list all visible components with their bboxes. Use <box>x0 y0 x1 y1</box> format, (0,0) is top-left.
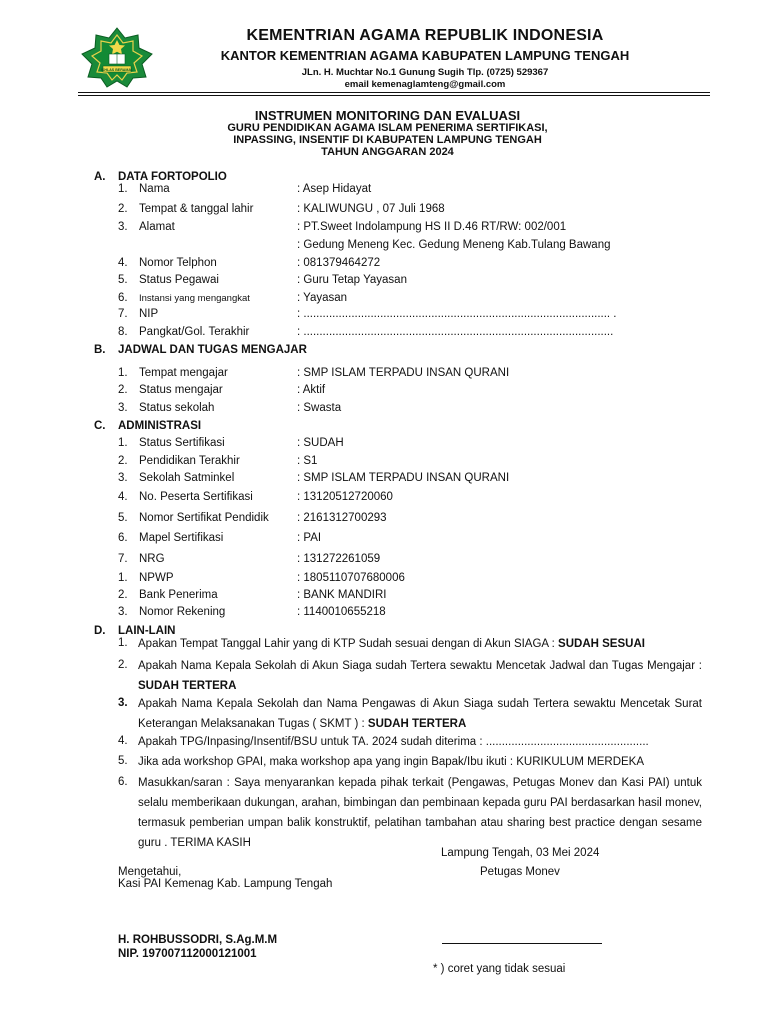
row-num: 1. <box>118 183 128 195</box>
row-num: 1. <box>118 437 128 449</box>
row-value: : S1 <box>297 455 318 467</box>
row-num: 3. <box>118 606 128 618</box>
row-label: NPWP <box>139 572 174 584</box>
question-text: Apakah Nama Kepala Sekolah dan Nama Pengawas di Akun Siaga sudah Tertera sewaktu Mencetak Surat Keterangan Melaksanakan Tugas ( SKMT ) : <box>138 698 702 730</box>
row-num: 3. <box>118 221 128 233</box>
question-text: Apakan Tempat Tanggal Lahir yang di KTP Sudah sesuai dengan di Akun SIAGA : <box>138 638 559 650</box>
row-value: : Aktif <box>297 384 326 396</box>
row-value: : Gedung Meneng Kec. Gedung Meneng Kab.Tulang Bawang <box>297 239 611 251</box>
row-value: : SUDAH <box>297 437 344 449</box>
question-text: Apakah Nama Kepala Sekolah di Akun Siaga sudah Tertera sewaktu Mencetak Jadwal dan Tugas Mengajar : <box>138 660 702 672</box>
row-value: : Guru Tetap Yayasan <box>297 274 407 286</box>
row-num: 7. <box>118 553 128 565</box>
question-answer: SUDAH TERTERA <box>138 680 237 692</box>
mengetahui-label: Mengetahui, <box>118 866 182 878</box>
row-value: : ................................................................................................ . <box>297 308 617 320</box>
item-num: 2. <box>118 659 128 671</box>
question-1 <box>138 634 702 654</box>
section-a-letter: A. <box>94 171 106 183</box>
item-num: 1. <box>118 637 128 649</box>
row-value: : Asep Hidayat <box>297 183 372 195</box>
question-text: Apakah TPG/Inpasing/Insentif/BSU untuk TA. 2024 sudah diterima : ................................................... <box>138 736 649 748</box>
row-label: Nomor Telphon <box>139 257 217 269</box>
doc-subtitle-3: TAHUN ANGGARAN 2024 <box>321 146 454 158</box>
row-label: Pendidikan Terakhir <box>139 455 240 467</box>
row-num: 3. <box>118 472 128 484</box>
row-value: : 1805110707680006 <box>297 572 405 584</box>
section-b-letter: B. <box>94 344 106 356</box>
header-divider-thin <box>78 95 710 96</box>
section-d-letter: D. <box>94 625 106 637</box>
row-value: : KALIWUNGU , 07 Juli 1968 <box>297 203 445 215</box>
row-num: 6. <box>118 532 128 544</box>
row-label: Mapel Sertifikasi <box>139 532 224 544</box>
row-label: No. Peserta Sertifikasi <box>139 491 253 503</box>
row-label: Instansi yang mengangkat <box>139 293 250 304</box>
kasi-title: Kasi PAI Kemenag Kab. Lampung Tengah <box>118 878 333 890</box>
row-num: 4. <box>118 491 128 503</box>
item-num: 4. <box>118 735 128 747</box>
row-num: 3. <box>118 402 128 414</box>
item-num: 3. <box>118 697 128 709</box>
section-c-letter: C. <box>94 420 106 432</box>
row-label: Nomor Rekening <box>139 606 226 618</box>
row-label: Alamat <box>139 221 175 233</box>
row-label: Status Sertifikasi <box>139 437 225 449</box>
row-label: Nomor Sertifikat Pendidik <box>139 512 269 524</box>
header-email: email kemenaglamteng@gmail.com <box>344 79 506 90</box>
row-label: Status sekolah <box>139 402 215 414</box>
row-label: Bank Penerima <box>139 589 218 601</box>
row-value: : SMP ISLAM TERPADU INSAN QURANI <box>297 367 510 379</box>
header-office: KANTOR KEMENTRIAN AGAMA KABUPATEN LAMPUNG TENGAH <box>220 48 630 63</box>
row-value: : PT.Sweet Indolampung HS II D.46 RT/RW: 002/001 <box>297 221 567 233</box>
row-num: 5. <box>118 274 128 286</box>
question-text: Masukkan/saran : Saya menyarankan kepada pihak terkait (Pengawas, Petugas Monev dan Kasi PAI) untuk selalu memberikaan dukungan, arahan, bimbingan dan pembinaan kepada guru PAI berdasarkan hasil monev, termasuk pemberian umpan balik konstruktif, pelatihan tambahan atau sharing best practice dengan sesame guru . TERIMA KASIH <box>138 777 702 849</box>
section-a-title: DATA FORTOPOLIO <box>118 171 227 183</box>
row-value: : PAI <box>297 532 322 544</box>
question-5 <box>138 752 702 772</box>
section-b-title: JADWAL DAN TUGAS MENGAJAR <box>118 344 307 356</box>
row-num: 1. <box>118 572 128 584</box>
signatory-name: H. ROHBUSSODRI, S.Ag.M.M <box>118 934 278 946</box>
doc-subtitle-2: INPASSING, INSENTIF DI KABUPATEN LAMPUNG TENGAH <box>233 134 542 146</box>
row-label: NIP <box>139 308 159 320</box>
question-answer: SUDAH SESUAI <box>558 638 645 650</box>
signatory-nip: NIP. 197007112000121001 <box>118 948 257 960</box>
header-ministry: KEMENTRIAN AGAMA REPUBLIK INDONESIA <box>246 27 604 44</box>
row-label: Nama <box>139 183 170 195</box>
question-3 <box>138 694 702 734</box>
question-answer: SUDAH TERTERA <box>367 718 467 730</box>
row-label: Tempat mengajar <box>139 367 228 379</box>
doc-title: INSTRUMEN MONITORING DAN EVALUASI <box>254 108 521 123</box>
row-label: Tempat & tanggal lahir <box>139 203 254 215</box>
logo-text: IKHLAS BERAMAL <box>100 67 134 72</box>
row-label: Status mengajar <box>139 384 223 396</box>
row-label: NRG <box>139 553 165 565</box>
question-text: Jika ada workshop GPAI, maka workshop apa yang ingin Bapak/Ibu ikuti : KURIKULUM MERDEKA <box>138 756 645 768</box>
footnote: * ) coret yang tidak sesuai <box>433 963 566 975</box>
row-value: : 1140010655218 <box>297 606 386 618</box>
question-4 <box>138 732 702 752</box>
row-label: Pangkat/Gol. Terakhir <box>139 326 250 338</box>
row-value: : Swasta <box>297 402 342 414</box>
question-2 <box>138 656 702 696</box>
petugas-label: Petugas Monev <box>480 866 560 878</box>
header-divider <box>78 92 710 93</box>
question-6 <box>138 773 702 853</box>
row-num: 6. <box>118 292 128 304</box>
doc-subtitle-1: GURU PENDIDIKAN AGAMA ISLAM PENERIMA SERTIFIKASI, <box>227 122 548 134</box>
row-num: 7. <box>118 308 128 320</box>
row-num: 2. <box>118 203 128 215</box>
item-num: 5. <box>118 755 128 767</box>
row-num: 2. <box>118 455 128 467</box>
section-d-title: LAIN-LAIN <box>118 625 176 637</box>
row-label: Status Pegawai <box>139 274 219 286</box>
row-value: : 13120512720060 <box>297 491 393 503</box>
place-date: Lampung Tengah, 03 Mei 2024 <box>441 847 600 859</box>
section-c-title: ADMINISTRASI <box>118 420 202 432</box>
row-value: : 131272261059 <box>297 553 381 565</box>
row-num: 4. <box>118 257 128 269</box>
header-address: JLn. H. Muchtar No.1 Gunung Sugih Tlp. (0725) 529367 <box>301 67 549 78</box>
row-num: 5. <box>118 512 128 524</box>
row-value: : SMP ISLAM TERPADU INSAN QURANI <box>297 472 510 484</box>
kemenag-logo <box>76 26 158 88</box>
row-num: 1. <box>118 367 128 379</box>
row-label: Sekolah Satminkel <box>139 472 235 484</box>
row-num: 8. <box>118 326 128 338</box>
row-value: : 081379464272 <box>297 257 381 269</box>
row-value: : BANK MANDIRI <box>297 589 387 601</box>
signature-line <box>442 943 602 944</box>
row-value: : 2161312700293 <box>297 512 387 524</box>
row-value: : Yayasan <box>297 292 348 304</box>
row-num: 2. <box>118 589 128 601</box>
row-value: : ................................................................................................. <box>297 326 614 338</box>
item-num: 6. <box>118 776 128 788</box>
row-num: 2. <box>118 384 128 396</box>
